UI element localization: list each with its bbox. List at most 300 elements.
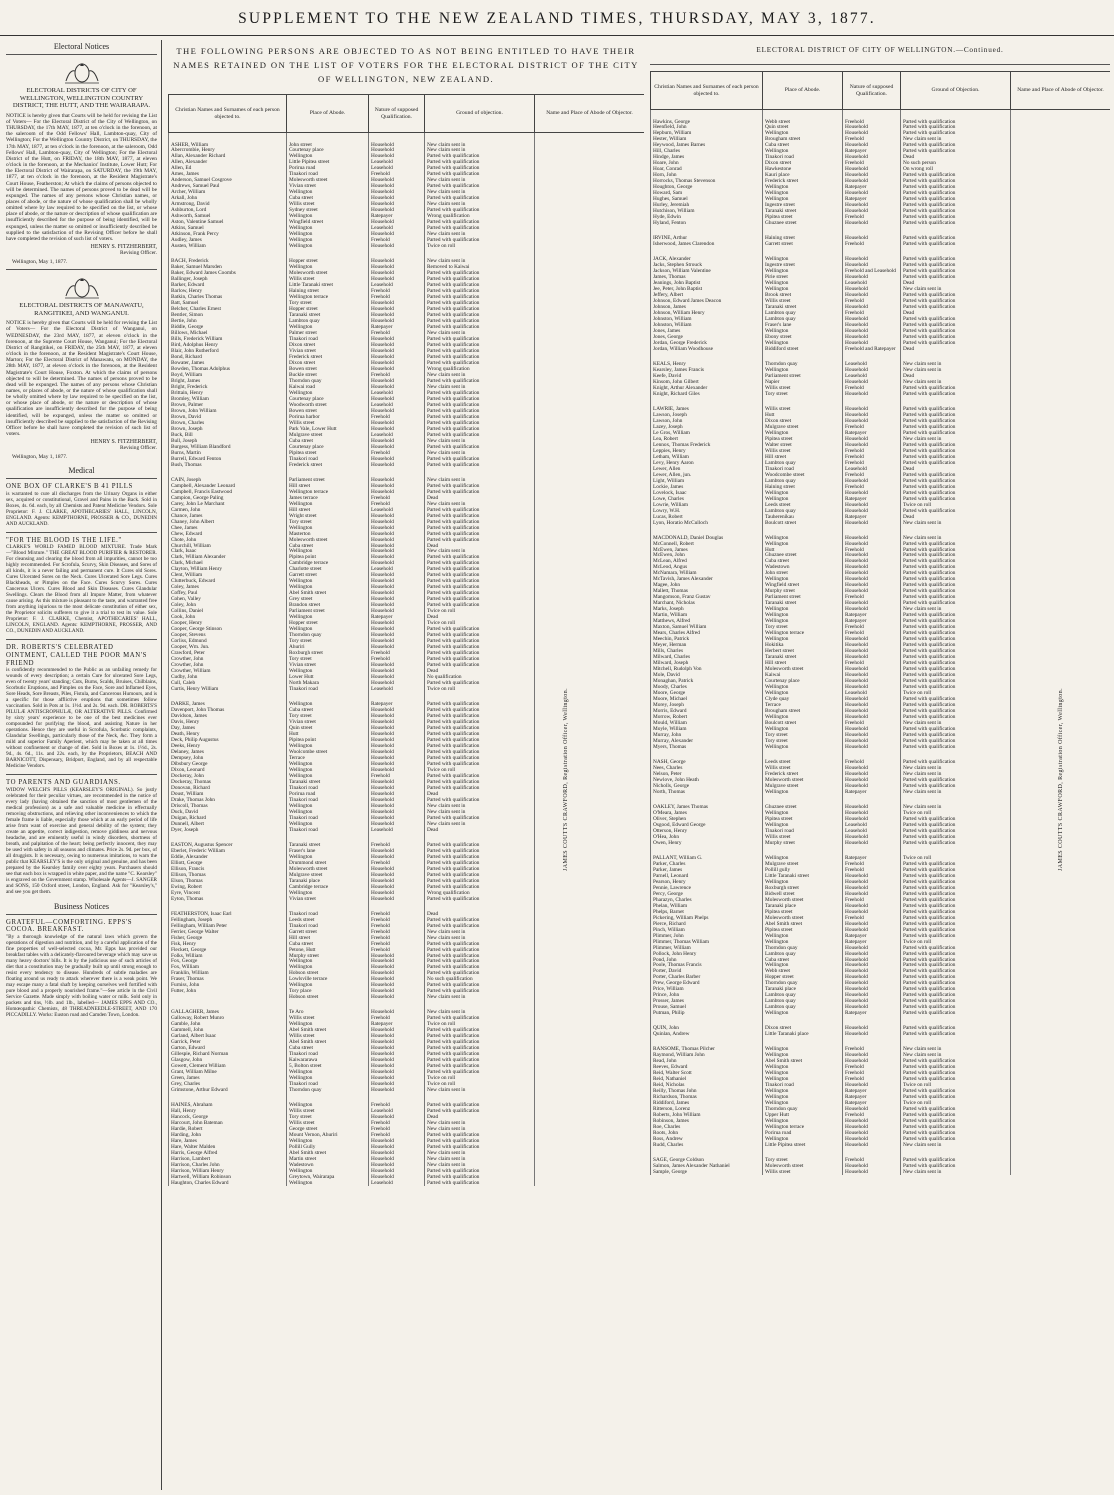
ground-of-objection: New claim sent in [901, 520, 1011, 526]
qualification: Household [843, 666, 901, 672]
place-of-abode: Tinakori road [287, 785, 369, 791]
objected-person-name: Ritterson, Lorenz [651, 1106, 763, 1112]
ground-of-objection: Parted with qualification [901, 190, 1011, 196]
column-header: Place of Abode. [287, 95, 369, 133]
ground-of-objection: Parted with qualification [425, 444, 535, 450]
group-spacer [169, 133, 645, 142]
ground-of-objection: New claim sent in [901, 1052, 1011, 1058]
ground-of-objection: Parted with qualification [425, 342, 535, 348]
objected-person-name: Letham, William [651, 454, 763, 460]
ground-of-objection: Parted with qualification [425, 183, 535, 189]
ground-of-objection: Parted with qualification [425, 713, 535, 719]
place-of-abode: 5, Bolton street [287, 1063, 369, 1069]
place-of-abode: Herbert street [763, 648, 843, 654]
place-of-abode: Vivian street [287, 896, 369, 902]
ground-of-objection: Parted with qualification [425, 1108, 535, 1114]
place-of-abode: Abel Smith street [287, 1150, 369, 1156]
objected-person-name: Hughes, Samuel [651, 196, 763, 202]
qualification: Household [843, 334, 901, 340]
place-of-abode: Wellington [287, 1021, 369, 1027]
spacer-cell [369, 902, 425, 911]
ground-of-objection: Parted with qualification [901, 570, 1011, 576]
objected-person-name: Harding, John [169, 1132, 287, 1138]
objected-person-name: Meechin, Patrick [651, 636, 763, 642]
ground-of-objection: Parted with qualification [425, 1057, 535, 1063]
spacer-cell [763, 352, 843, 361]
ground-of-objection: Dead [901, 514, 1011, 520]
objected-person-name: Howard, Sam [651, 190, 763, 196]
objected-person-name: Mole, David [651, 672, 763, 678]
place-of-abode: Wellington [763, 1118, 843, 1124]
column-header: Christian Names and Surnames of each person objected to. [651, 72, 763, 110]
qualification: Freehold [843, 310, 901, 316]
place-of-abode: Hopper street [763, 974, 843, 980]
objected-person-name: Read, John [651, 1058, 763, 1064]
spacer-cell [287, 133, 369, 142]
place-of-abode: Ahuriri [287, 644, 369, 650]
objected-person-name: Newlove, John Heath [651, 777, 763, 783]
ground-of-objection: Parted with qualification [425, 1063, 535, 1069]
qualification: Household [369, 638, 425, 644]
place-of-abode: Wellington [763, 744, 843, 750]
place-of-abode: Leeds street [763, 759, 843, 765]
place-of-abode: Pipitea point [287, 737, 369, 743]
objected-person-name: Myers, Thomas [651, 744, 763, 750]
place-of-abode: Dixon street [287, 360, 369, 366]
spacer-cell [843, 226, 901, 235]
spacer-cell [651, 226, 763, 235]
ground-of-objection: Parted with qualification [425, 507, 535, 513]
objected-person-name: Pinch, William [651, 927, 763, 933]
spacer-cell [425, 692, 535, 701]
notice1-signer-title: Revising Officer. [119, 250, 157, 257]
qualification: Freehold [843, 1070, 901, 1076]
ground-of-objection: Parted with qualification [425, 842, 535, 848]
qualification: Household [369, 988, 425, 994]
place-of-abode: Wellington [763, 1070, 843, 1076]
place-of-abode: Tory street [287, 1114, 369, 1120]
objected-person-name: Clark, Michael [169, 560, 287, 566]
objected-person-name: Haughton, Charles Edward [169, 1180, 287, 1186]
place-of-abode: Napier [763, 379, 843, 385]
ground-of-objection: Parted with qualification [901, 196, 1011, 202]
column-header: Christian Names and Surnames of each person objected to. [169, 95, 287, 133]
objected-person-name: Bromley, William [169, 396, 287, 402]
ground-of-objection: Parted with qualification [901, 208, 1011, 214]
notice1-date: Wellington, May 1, 1877. [12, 259, 68, 266]
place-of-abode: Wellington terrace [763, 1124, 843, 1130]
ground-of-objection: Parted with qualification [425, 1027, 535, 1033]
qualification: Ratepayer [369, 614, 425, 620]
spacer-cell [287, 692, 369, 701]
spacer-cell [651, 247, 763, 256]
qualification: Ratepayer [843, 430, 901, 436]
qualification: Household [843, 648, 901, 654]
place-of-abode: Terrace [287, 755, 369, 761]
place-of-abode: Taranaki street [763, 208, 843, 214]
objected-person-name: KEALS, Henry [651, 361, 763, 367]
objected-person-name: Milward, Charles [651, 654, 763, 660]
place-of-abode: Wellington [287, 264, 369, 270]
objected-person-name: Monaghan, Patrick [651, 678, 763, 684]
notice1-body: NOTICE is hereby given that Courts will be held for revising the List of Voters— For the Electoral District of the City of Wellington, on THURSDAY, the 17th MAY, 1877, at ten o'clock in the forenoon, at the saleroom of the Odd Fellows' Hall, Lambton-quay, City of Wellington; For the Wellington Country District, on THURSDAY, the 17th MAY, 1877, at ten o'clock in the forenoon, at the saleroom, Odd Fellows' Hall, Lambton-quay, City of Wellington; For the Electoral District of the Hutt, on FRIDAY, the 18th MAY, 1877, at eleven o'clock in the forenoon, at the Mechanics' Institute, Lower Hutt; For the Electoral District of Wairarapa, on SATURDAY, the 19th MAY, 1877, at ten o'clock in the forenoon, at the Resident Magistrate's Court House, Featherston; At which the claims of persons objected to will be determined. The names of persons proved to be dead will be expunged. The names of any persons whose Christian names, or places of abode, or the nature of whose qualification shall be wholly omitted where by law required to be specified on the list, or whose place of abode, or the nature or description of whose qualification are insufficiently described for the purpose of being identified, will be expunged, unless the matter so omitted or insufficiently described be supplied to the satisfaction of the Revising Officer before he shall have completed the revision of such list of voters. [6, 112, 157, 242]
place-of-abode: Tinakori road [763, 154, 843, 160]
place-of-abode: Garrett street [763, 241, 843, 247]
ground-of-objection: Parted with qualification [425, 572, 535, 578]
qualification: Household [369, 872, 425, 878]
ground-of-objection: Dead [901, 346, 1011, 352]
spacer-cell [1011, 110, 1111, 119]
qualification: Household [369, 548, 425, 554]
ground-of-objection: Parted with qualification [425, 312, 535, 318]
spacer-cell [535, 1000, 645, 1009]
qualification: Household [369, 306, 425, 312]
qualification: Leasehold [843, 373, 901, 379]
qualification: Household [843, 208, 901, 214]
ground-of-objection: Parted with qualification [425, 324, 535, 330]
objected-person-name: Poole, Thomas Francis [651, 962, 763, 968]
spacer-cell [535, 833, 645, 842]
table-body [651, 110, 1111, 1176]
objector-cell [535, 1180, 645, 1186]
place-of-abode: Wellington [763, 636, 843, 642]
qualification: Household [843, 600, 901, 606]
place-of-abode: Wellington [287, 773, 369, 779]
place-of-abode: Lambton quay [763, 998, 843, 1004]
place-of-abode: Wellington [287, 501, 369, 507]
place-of-abode: Cuba street [763, 558, 843, 564]
qualification: Leasehold [843, 828, 901, 834]
objected-person-name: Murray, Alexander [651, 738, 763, 744]
qualification: Household [843, 274, 901, 280]
place-of-abode: Wellington [287, 668, 369, 674]
objected-person-name: HAINES, Abraham [169, 1102, 287, 1108]
objected-person-name: Knight, Arthur Alexander [651, 385, 763, 391]
objected-person-name: Hardie, Robert [169, 1126, 287, 1132]
spacer-cell [1011, 1016, 1111, 1025]
objected-person-name: Parnell, Leonard [651, 873, 763, 879]
qualification: Household [369, 243, 425, 249]
spacer-cell [425, 1093, 535, 1102]
ground-of-objection: Parted with qualification [425, 638, 535, 644]
objected-person-name: Levy, Henry Aaron [651, 460, 763, 466]
ground-of-objection: Parted with qualification [901, 172, 1011, 178]
objection-list-main [168, 40, 644, 1490]
section-title-electoral: Electoral Notices [6, 40, 157, 55]
ground-of-objection: Dead [425, 543, 535, 549]
qualification: Household [369, 1045, 425, 1051]
ground-of-objection: Twice on roll [425, 1021, 535, 1027]
objected-person-name: Fisk, Henry [169, 941, 287, 947]
place-of-abode: Petone, Hutt [287, 947, 369, 953]
list-heading: THE FOLLOWING PERSONS ARE OBJECTED TO AS NOT BEING ENTITLED TO HAVE THEIR NAMES RETAINED ON THE LIST OF VOTERS FOR THE ELECTORAL DISTRICT OF THE CITY OF WELLINGTON, NEW ZEALAND. [173, 46, 639, 84]
ground-of-objection: Dead [425, 668, 535, 674]
qualification: Household [369, 177, 425, 183]
ground-of-objection: New claim sent in [425, 1087, 535, 1093]
ground-of-objection: Parted with qualification [425, 941, 535, 947]
objected-person-name: McConnell, Robert [651, 541, 763, 547]
place-of-abode: Wadestown [763, 564, 843, 570]
objected-person-name: Marchant, Nicholas [651, 600, 763, 606]
place-of-abode: Willis street [763, 1169, 843, 1175]
place-of-abode: Taranaki place [287, 878, 369, 884]
place-of-abode: Wellington [763, 1046, 843, 1052]
divider [6, 269, 157, 270]
objected-person-name: Prouse, Samuel [651, 1004, 763, 1010]
place-of-abode: Pollill gully [763, 867, 843, 873]
place-of-abode: Willis street [287, 1015, 369, 1021]
qualification: Freehold [843, 298, 901, 304]
place-of-abode: Tory street [763, 738, 843, 744]
objected-person-name: Murray, John [651, 732, 763, 738]
objected-person-name: Bond, Richard [169, 354, 287, 360]
objected-person-name: Chaney, John Albert [169, 519, 287, 525]
qualification: Household [843, 508, 901, 514]
qualification: Leasehold [369, 165, 425, 171]
qualification: Freehold [369, 372, 425, 378]
objected-person-name: Buck, Bill [169, 432, 287, 438]
ground-of-objection: Parted with qualification [901, 1031, 1011, 1037]
objected-person-name: Armstrong, David [169, 201, 287, 207]
ground-of-objection: Parted with qualification [425, 348, 535, 354]
column-header: Place of Abode. [763, 72, 843, 110]
qualification: Freehold [369, 288, 425, 294]
ground-of-objection: Parted with qualification [425, 195, 535, 201]
spacer-cell [369, 1000, 425, 1009]
place-of-abode: Terrace [763, 702, 843, 708]
ground-of-objection: Parted with qualification [901, 298, 1011, 304]
qualification: Freehold [843, 241, 901, 247]
spacer-cell [425, 902, 535, 911]
objected-person-name: Phelan, William [651, 903, 763, 909]
ground-of-objection: Parted with qualification [901, 998, 1011, 1004]
place-of-abode: Bowen street [287, 366, 369, 372]
spacer-cell [169, 133, 287, 142]
qualification: Freehold [843, 160, 901, 166]
ground-of-objection: Parted with qualification [425, 815, 535, 821]
qualification: Household [843, 412, 901, 418]
ground-of-objection: Parted with qualification [901, 1058, 1011, 1064]
ground-of-objection: Parted with qualification [901, 642, 1011, 648]
ground-of-objection: Parted with qualification [901, 624, 1011, 630]
qualification: Household [369, 360, 425, 366]
objected-person-name: Hawkins, George [651, 119, 763, 125]
place-of-abode: North Makara [287, 680, 369, 686]
objected-person-name: Jordan, George Frederick [651, 340, 763, 346]
qualification: Household [843, 166, 901, 172]
place-of-abode: Molesworth street [763, 1163, 843, 1169]
qualification: Household [843, 570, 901, 576]
objected-person-name: Marks, Joseph [651, 606, 763, 612]
qualification: Household [369, 749, 425, 755]
ground-of-objection: Parted with qualification [425, 731, 535, 737]
spacer-cell [763, 526, 843, 535]
objected-person-name: Gowett, Clement William [169, 1063, 287, 1069]
place-of-abode: Wellington [287, 584, 369, 590]
place-of-abode: Pipitea street [763, 214, 843, 220]
place-of-abode: Hill street [763, 660, 843, 666]
ground-of-objection: Parted with qualification [425, 866, 535, 872]
place-of-abode: Dixon street [763, 418, 843, 424]
place-of-abode: Tinakori road [763, 828, 843, 834]
place-of-abode: Wellington [763, 855, 843, 861]
ground-of-objection: New claim sent in [425, 994, 535, 1000]
ground-of-objection: New claim sent in [425, 450, 535, 456]
qualification: Household [843, 1163, 901, 1169]
spacer-cell [287, 1093, 369, 1102]
place-of-abode: Murphy street [287, 953, 369, 959]
qualification: Household [843, 992, 901, 998]
ground-of-objection: Parted with qualification [901, 130, 1011, 136]
objected-person-name: Price, William [651, 986, 763, 992]
spacer-cell [651, 750, 763, 759]
ground-of-objection: Parted with qualification [425, 282, 535, 288]
ground-of-objection: New claim sent in [901, 1142, 1011, 1148]
qualification: Freehold [843, 660, 901, 666]
objected-person-name: Prince, John [651, 992, 763, 998]
spacer-cell [169, 1093, 287, 1102]
continued-heading: ELECTORAL DISTRICT OF CITY OF WELLINGTON.—Continued. [650, 40, 1110, 65]
qualification: Freehold and Leasehold [843, 268, 901, 274]
qualification: Household [843, 945, 901, 951]
objected-person-name: North, Thomas [651, 789, 763, 795]
place-of-abode: Tory street [287, 638, 369, 644]
objected-person-name: Abercrombie, Henry [169, 147, 287, 153]
qualification: Household [843, 178, 901, 184]
place-of-abode: Wellington [763, 1076, 843, 1082]
group-spacer [651, 1148, 1111, 1157]
ground-of-objection: Parted with qualification [901, 430, 1011, 436]
ground-of-objection: New claim sent in [901, 286, 1011, 292]
qualification: Ratepayer [369, 1021, 425, 1027]
spacer-cell [843, 750, 901, 759]
qualification: Household [369, 142, 425, 148]
place-of-abode: Lambton quay [763, 316, 843, 322]
place-of-abode: Buckle street [287, 372, 369, 378]
place-of-abode: Thorndon quay [763, 361, 843, 367]
place-of-abode: Wellington [763, 328, 843, 334]
place-of-abode: Wingfield street [763, 582, 843, 588]
objected-person-name: Harrison, Charles John [169, 1162, 287, 1168]
objected-person-name: Garton, Edward [169, 1045, 287, 1051]
qualification: Freehold [369, 495, 425, 501]
place-of-abode: Wellington [763, 190, 843, 196]
qualification: Freehold [369, 842, 425, 848]
ground-of-objection: Parted with qualification [425, 1144, 535, 1150]
qualification: Household [843, 986, 901, 992]
ground-of-objection: New claim sent in [901, 804, 1011, 810]
place-of-abode: Pirie street [763, 274, 843, 280]
ground-of-objection: Parted with qualification [901, 484, 1011, 490]
objected-person-name: Jacks, Stephen Strouck [651, 262, 763, 268]
objected-person-name: Doust, William [169, 791, 287, 797]
qualification: Household [843, 879, 901, 885]
ground-of-objection: Parted with qualification [901, 558, 1011, 564]
place-of-abode: Wellington [287, 821, 369, 827]
qualification: Household [369, 318, 425, 324]
place-of-abode: Mulgrave street [763, 783, 843, 789]
ground-of-objection: Parted with qualification [901, 992, 1011, 998]
place-of-abode: Murphy street [763, 588, 843, 594]
ground-of-objection: Parted with qualification [425, 171, 535, 177]
objected-person-name: Death, Henry [169, 731, 287, 737]
spacer-cell [169, 249, 287, 258]
place-of-abode: Tinakori road [763, 466, 843, 472]
objected-person-name: Moore, George [651, 690, 763, 696]
place-of-abode: Porirua road [287, 165, 369, 171]
place-of-abode: Brougham street [763, 136, 843, 142]
ground-of-objection: Parted with qualification [901, 496, 1011, 502]
place-of-abode: Tory street [763, 391, 843, 397]
place-of-abode: Wellington [763, 1064, 843, 1070]
qualification: Household [369, 976, 425, 982]
place-of-abode: Tinakori road [763, 1082, 843, 1088]
qualification: Household [369, 1027, 425, 1033]
place-of-abode: Wellington [763, 618, 843, 624]
spacer-cell [901, 1016, 1011, 1025]
ground-of-objection: Parted with qualification [901, 124, 1011, 130]
ground-of-objection: Parted with qualification [425, 420, 535, 426]
objected-person-name: Pierce, Richard [651, 921, 763, 927]
place-of-abode: Wellington [763, 1010, 843, 1016]
qualification: Household [369, 884, 425, 890]
ground-of-objection: Parted with qualification [425, 872, 535, 878]
qualification: Household [843, 1031, 901, 1037]
ground-of-objection: Parted with qualification [425, 953, 535, 959]
place-of-abode: Cuba street [763, 957, 843, 963]
place-of-abode: Lambton quay [287, 318, 369, 324]
place-of-abode: Wellington [287, 1138, 369, 1144]
qualification: Household [369, 300, 425, 306]
qualification: Freehold [843, 720, 901, 726]
ground-of-objection: Parted with qualification [425, 1180, 535, 1186]
ad-heading: DR. ROBERTS'S CELEBRATED OINTMENT, CALLED THE POOR MAN'S FRIEND [6, 644, 147, 667]
qualification: Household [369, 596, 425, 602]
qualification: Ratepayer [843, 855, 901, 861]
ground-of-objection: Parted with qualification [425, 970, 535, 976]
ground-of-objection: Parted with qualification [425, 1051, 535, 1057]
place-of-abode: Ghuznee street [763, 552, 843, 558]
ground-of-objection: Parted with qualification [425, 566, 535, 572]
spacer-cell [901, 1148, 1011, 1157]
qualification: Household [843, 672, 901, 678]
ground-of-objection: Parted with qualification [901, 1094, 1011, 1100]
objected-person-name: Aston, Valentine Samuel [169, 219, 287, 225]
place-of-abode: Wellington [763, 810, 843, 816]
place-of-abode: Vivian street [287, 662, 369, 668]
qualification: Household [369, 519, 425, 525]
place-of-abode: Brook street [763, 292, 843, 298]
objected-person-name: Fox, George [169, 958, 287, 964]
ground-of-objection: New claim sent in [425, 477, 535, 483]
objected-person-name: Campbell, Francis Eastwood [169, 489, 287, 495]
qualification: Household [369, 444, 425, 450]
objected-person-name: Lennox, Thomas Frederick [651, 442, 763, 448]
qualification: Household [843, 552, 901, 558]
ground-of-objection: Parted with qualification [901, 822, 1011, 828]
place-of-abode: Thorndon quay [287, 632, 369, 638]
ground-of-objection: Parted with qualification [901, 974, 1011, 980]
place-of-abode: Grey street [287, 596, 369, 602]
place-of-abode: Frederick street [287, 354, 369, 360]
objected-person-name: Grimstone, Arthur Edward [169, 1087, 287, 1093]
qualification: Household [843, 406, 901, 412]
qualification: Household [369, 270, 425, 276]
place-of-abode: Pipitea street [763, 816, 843, 822]
place-of-abode: Little Taranaki street [287, 282, 369, 288]
objected-person-name: Dempsey, John [169, 755, 287, 761]
ground-of-objection: Parted with qualification [425, 1102, 535, 1108]
